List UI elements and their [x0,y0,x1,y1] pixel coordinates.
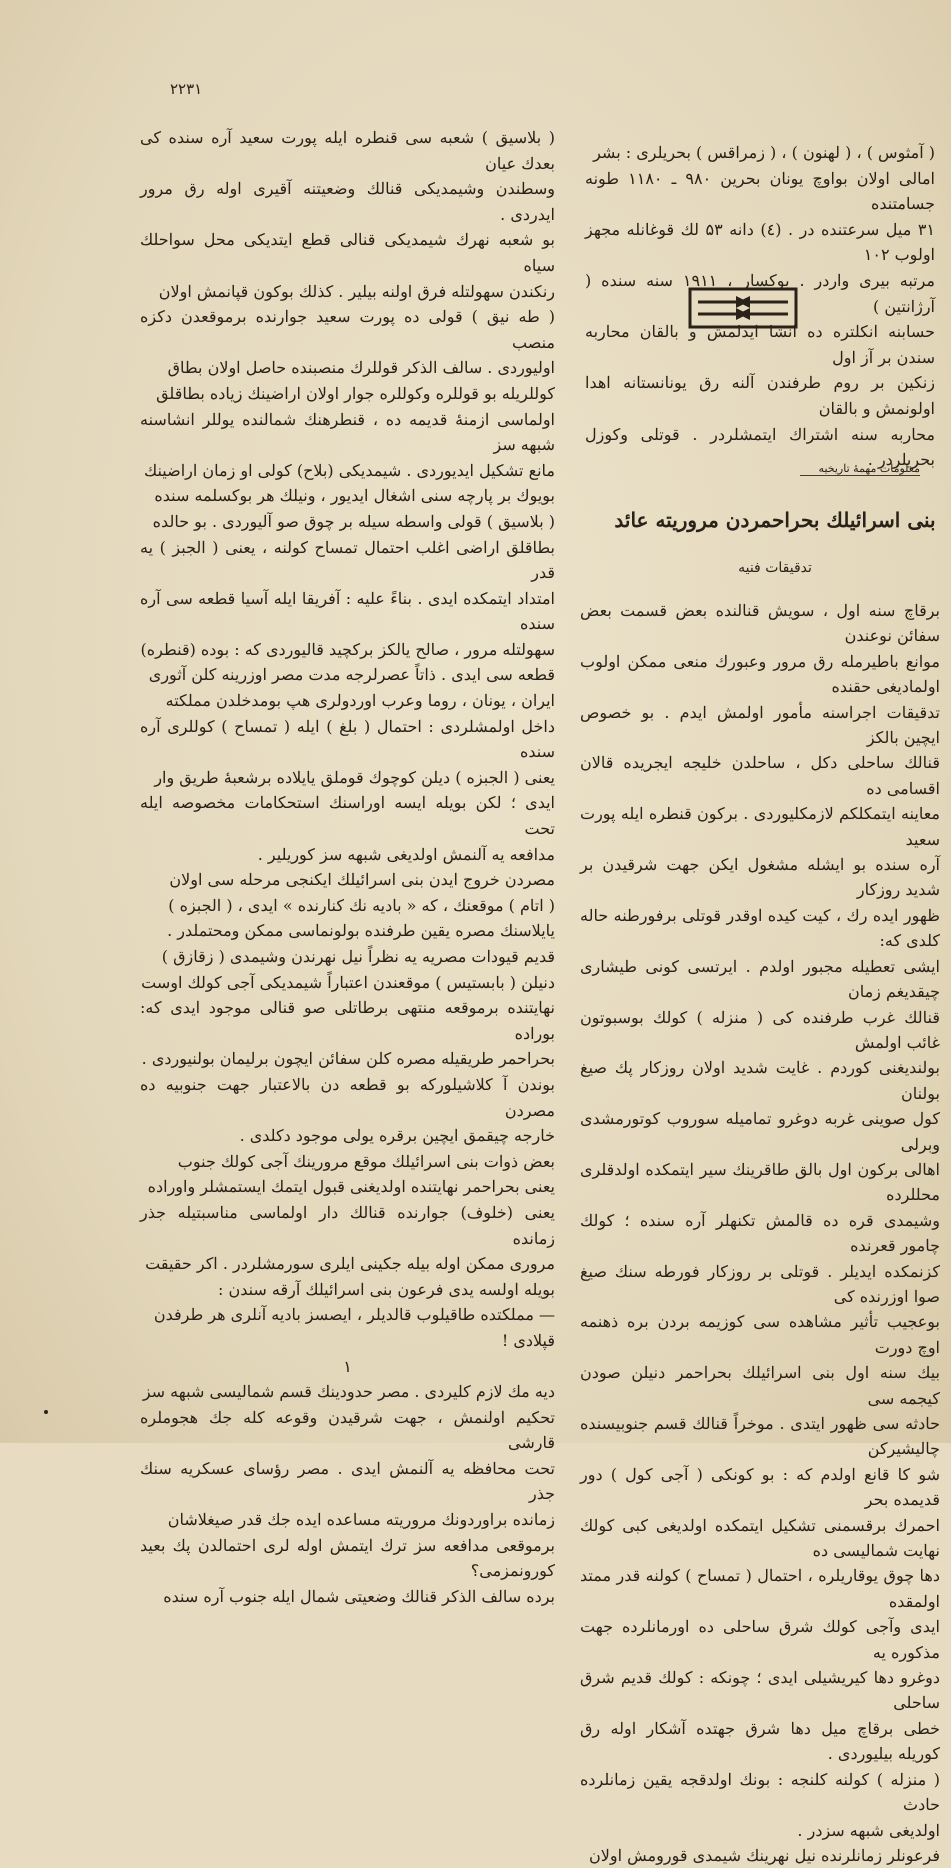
text-line: ( بلاسیق ) شعبه سی قنطره ایله پورت سعید آره سنده کی بعدك عیان [140,128,555,173]
text-line: تحت محافظه یه آلنمش ایدی . مصر رؤسای عسکریه سنك جذر [140,1458,555,1504]
text-line: مرتبه بیری واردر . بوکسار ، ۱۹۱۱ سنه سنده ( آرژانتین ) [585,270,935,316]
text-line: احمرك برقسمنی تشکیل ایتمکده اولدیغی کبی کولك نهایت شمالیسی ده [580,1515,940,1561]
text-line: بولندیغنی کوردم . غایت شدید اولان روزکار پك صیغ بولنان [580,1058,940,1103]
text-line: ( آمثوس ) ، ( لهنون ) ، ( زمراقس ) بحریلری : بشر [593,143,935,162]
text-line: ( طه نیق ) قولی ده پورت سعید جوارنده برموقعدن دکزه منصب [140,307,555,352]
text-line: اولیوردی . سالف الذکر قوللرك منصبنده حاصل اولان بطاق [167,358,555,378]
quote-line: — مملکتده طاقیلوب قالدیلر ، ایصسز بادیه آنلری هر طرفدن [153,1305,555,1325]
text-line: رنکندن سهولتله فرق اولنه بیلیر . کذلك بوکون قپانمش اولان [158,281,555,301]
text-line: وشیمدی قره ده قالمش تکنهلر آره سنده ؛ کولك چامور قعرنده [580,1210,940,1256]
text-line: بعض ذوات بنی اسرائیلك موقع مرورینك آجی کولك جنوب [177,1151,555,1171]
text-line: قطعه سی ایدی . ذاتاً عصرلرجه مدت مصر اوزرینه کلن آثوری [148,665,555,685]
text-line: ظهور ایده رك ، کیت کیده اوقدر قوتلی برفورطنه حاله کلدی که: [580,905,940,951]
text-line: یایلاسنك مصره یقین طرفنده بولونماسی ممکن ومحتملدر . [167,921,555,941]
text-line: آره سنده بو ایشله مشغول ایکن جهت شرقیدن بر شدید روزکار [580,855,940,900]
text-line: بویله اولسه یدی فرعون بنی اسرائیلك آرقه سندن : [217,1279,555,1299]
text-line: یعنی بحراحمر نهایتنده اولدیغنی قبول ایتمك ایستمشلر واوراده [147,1177,555,1197]
text-line: مروری ممکن اوله بیله جکینی ایلری سورمشلردر . اکر حقیقت [145,1254,555,1274]
text-line: شو کا قانع اولدم که : بو کونکی ( آجی کول ) دور قدیمده بحر [580,1464,940,1510]
right-column-article [580,598,940,1868]
page-number: ۲۲۳۱ [170,80,203,98]
section-label: معلومات مهمهٔ تاریخیه [800,462,920,476]
ink-dot [44,1410,48,1414]
text-line: دها چوق یوقاریلره ، احتمال ( تمساح ) کولنه قدر ممتد اولمقده [580,1566,940,1611]
text-line: برقاچ سنه اول ، سویش قنالنده بعض قسمت بعض سفائن نوعندن [580,601,940,646]
text-line: ایشی تعطیله مجبور اولدم . ایرتسی کونی طیشاری چیقدیغم زمان [580,956,940,1002]
text-line: موانع باطیرمله رق مرور وعبورك منعی ممکن اولوب اولمادیغی حقنده [580,651,940,697]
text-line: یعنی ( الجبزه ) دیلن کوچوك قوملق یایلاده برشعبهٔ طریق وار [154,767,555,787]
text-line: امالی اولان بواوچ یونان بحرین ۹۸۰ ـ ۱۱۸۰ طونه جسامتنده [585,168,936,214]
text-line: دیه مك لازم کلیردی . مصر حدودینك قسم شمالیسی شبهه سز [142,1382,555,1402]
footnote-marker: ١ [343,1356,352,1376]
left-column [140,125,555,1609]
text-line: زنکین بر روم طرفندن آلنه رق یونانستانه اهدا اولونمش و بالقان [585,373,935,418]
text-line: بحراحمر طریقیله مصره کلن سفائن ایچون برلیمان بولنیوردی . [141,1049,555,1069]
text-line: ایران ، یونان ، روما وعرب اوردولری هپ بومدخلدن مملکته [165,691,555,711]
text-line: برموقعی مدافعه سز ترك ایتمش اوله لری احتمالدن پك بعید کورونمزمی؟ [140,1535,555,1581]
text-line: تدقیقات اجراسنه مأمور اولمش ایدم . بو خصوص ایچین بالکز [580,702,940,748]
text-line: حسابنه انکلتره ده انشا ایدلمش و بالقان محاربه سندن بر آز اول [585,322,935,367]
text-line: مصردن خروج ایدن بنی اسرائیلك ایکنجی مرحله سی اولان [169,870,555,890]
text-line: مانع تشکیل ایدیوردی . شیمدیکی (بلاح) کولی او زمان اراضینك [143,460,555,480]
text-line: زمانده براوردونك مروریته مساعده ایده جك قدر صیغلاشان [167,1510,555,1530]
text-line: قنالك ساحلی دکل ، ساحلدن خلیجه ایجریده قالان اقسامی ده [580,753,940,798]
text-line: یعنی (خلوف) جوارنده قنالك دار اولماسی مناسبتیله جذر زمانده [140,1202,555,1248]
text-line: مدافعه یه آلنمش اولدیغی شبهه سز کوریلیر . [257,844,555,864]
text-line: ایدی ؛ لکن بویله ایسه اوراسنك استحکامات مخصوصه ایله تحت [140,793,555,839]
text-line: نهایتنده برموقعه منتهی برطاتلی صو قنالی موجود ایدی که: بوراده [140,998,555,1043]
text-line: محاربه سنه اشتراك ایتمشلردر . قوتلی وکوزل بحریلردر . [585,424,935,470]
text-line: بطاقلق اراضی اغلب احتمال تمساح کولنه ، یعنی ( الجبز ) یه قدر [140,537,556,583]
text-line: امتداد ایتمکده ایدی . بناءً علیه : آفریقا ایله آسیا قطعه سی آره سنده [140,588,555,634]
text-line: بو شعبه نهرك شیمدیکی قنالی قطع ایتدیکی محل سواحلك سیاه [140,230,555,275]
text-line: بوندن آ کلاشیلورکه بو قطعه دن بالاعتبار جهت جنوبیه ده مصردن [140,1074,555,1120]
text-line: ( منزله ) کولنه کلنجه : بونك اولدقجه یقین زمانلرده حادث [580,1769,940,1815]
article-title: بنی اسرائیلك بحراحمردن مروریته عائد [614,508,936,532]
text-line: ایدی وآجی کولك شرق ساحلی ده اورمانلرده جهت مذکوره یه [580,1617,940,1662]
text-line: ۳۱ میل سرعتنده در . (٤) دانه ۵۳ لك قوغانله مجهز اولوب ۱۰۲ [585,219,936,265]
text-line: خطی برقاچ میل دها شرق جهتده آشکار اوله رق کوریله بیلیوردی . [580,1718,940,1764]
text-line: اولماسی ازمنهٔ قدیمه ده ، قنطرهنك شمالنده یوللر انشاسنه شبهه سز [140,409,555,455]
text-line: تحکیم اولنمش ، جهت شرقیدن وقوعه کله جك هجوملره قارشی [140,1407,555,1453]
text-line: ( بلاسیق ) قولی واسطه سیله بر چوق صو آلیوردی . بو حالده [152,511,555,531]
text-line: دنیلن ( بابستیس ) موقعندن اعتباراً شیمدیکی آجی کولك اوست [141,972,555,992]
text-line: ( اتام ) موقعنك ، که « بادیه نك کنارنده » ایدی ، ( الجبزه ) [168,895,555,915]
text-line: کوللریله بو قوللره وکوللره جوار اولان اراضینك زیاده بطاقلق [156,383,555,403]
text-line: خارجه چیقمق ایچین برقره یولی موجود دکلدی . [239,1126,555,1146]
text-line: قدیم قیودات مصریه یه نظراً نیل نهرندن وشیمدی ( زقازق ) [161,947,555,966]
text-line: سهولتله مرور ، صالح یالکز برکچید قالیوردی که : بوده (قنطره) [140,639,555,659]
text-line: اولدیغی شبهه سزدر . [797,1820,940,1840]
text-line: کزنمکده ایدیلر . قوتلی بر روزکار فورطه سنك صیغ صوا اوزرنده کی [580,1261,940,1306]
quote-line: قپلادی ! [501,1330,555,1350]
text-line: معاینه ایتمکلکم لازمکلیوردی . برکون قنطره ایله پورت سعید [580,804,940,849]
text-line: کول صوینی غربه دوغرو تمامیله سوروب کوتورمشدی وبرلی [580,1109,940,1154]
text-line: دوغرو دها کیریشیلی ایدی ؛ چونکه : کولك قدیم شرق ساحلی [580,1668,940,1713]
text-line: برده سالف الذکر قنالك وضعیتی شمال ایله جنوب آره سنده [163,1586,555,1606]
text-line: بوعجیب تأثیر مشاهده سی کوزیمه بردن بره ذهنمه اوچ دورت [580,1312,941,1357]
text-line: داخل اولمشلردی : احتمال ( بلغ ) ایله ( تمساح ) کوللری آره سنده [140,716,555,762]
text-line: فرعونلر زمانلرنده نیل نهرینك شیمدی قورومش اولان [589,1845,940,1865]
ornament-arrows-icon [688,285,798,331]
text-line: بیك سنه اول بنی اسرائیلك بحراحمر دنیلن صودن کیجمه سی [580,1363,940,1408]
text-line: اهالی برکون اول بالق طاقرینك سیر ایتمکده اولدقلری محللرده [580,1159,940,1205]
text-line: حادثه سی ظهور ایتدی . موخراً قنالك قسم جنوبیسنده چالیشیرکن [580,1414,940,1459]
text-line: بویوك بر پارچه سنی اشغال ایدیور ، ونیلك هر بوکسلمه سنده [154,486,555,506]
article-subtitle: تدقیقات فنیه [738,560,812,576]
text-line: قنالك غرب طرفنده کی ( منزله ) کولك بوسبوتون غائب اولمش [580,1007,940,1052]
text-line: وسطندن وشیمدیکی قنالك وضعیتنه آقیری اوله رق مرور ایدردی . [140,179,555,224]
